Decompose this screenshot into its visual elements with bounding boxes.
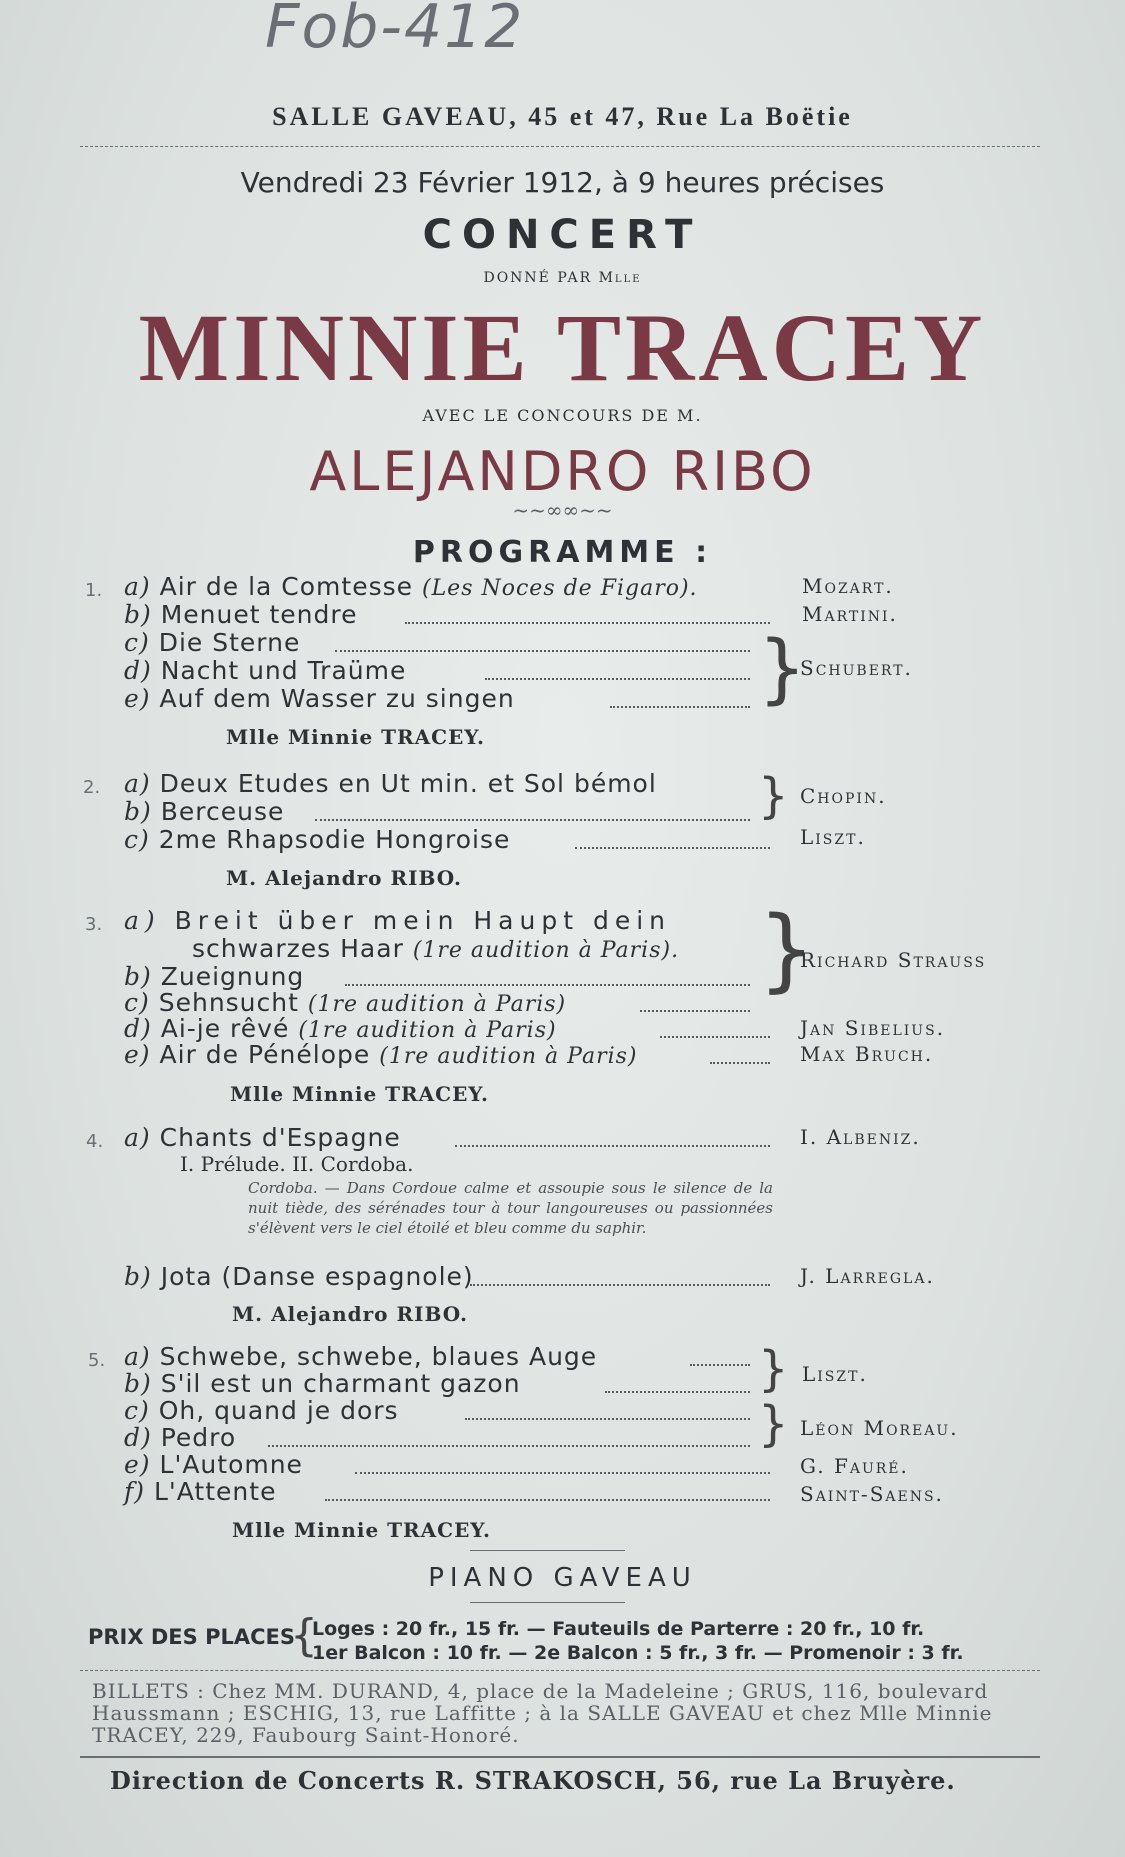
programme-item — [124, 1262, 474, 1291]
programme-item — [124, 1369, 521, 1398]
given-by-line: DONNÉ PAR Mlle — [483, 270, 642, 286]
section-number: 3. — [85, 914, 103, 935]
item-note: (1re audition à Paris). — [412, 938, 680, 963]
item-title: Air de la Comtesse — [159, 572, 414, 601]
leader-dots — [640, 1010, 750, 1012]
grouping-brace: } — [758, 1396, 789, 1452]
item-title: Chants d'Espagne — [159, 1123, 401, 1152]
item-letter: b) — [124, 797, 152, 826]
main-artist-name: MINNIE TRACEY — [138, 294, 987, 401]
composer-name: Mozart. — [802, 574, 894, 598]
prices-line-1: Loges : 20 fr., 15 fr. — Fauteuils de Parterre : 20 fr., 10 fr. — [312, 1618, 925, 1640]
programme-item — [124, 962, 304, 991]
leader-dots — [268, 1445, 750, 1447]
item-title: Zueignung — [160, 962, 305, 991]
grouping-brace: } — [758, 768, 789, 824]
composer-name: Richard Strauss — [800, 948, 987, 972]
header-divider — [80, 146, 1040, 147]
item-note: (1re audition à Paris) — [307, 992, 567, 1017]
programme-item — [124, 628, 300, 657]
programme-item — [124, 769, 657, 798]
performer-credit: Mlle Minnie TRACEY. — [226, 725, 485, 749]
composer-name: Martini. — [802, 602, 898, 626]
programme-item — [124, 797, 284, 826]
leader-dots — [485, 678, 750, 680]
leader-dots — [470, 1284, 770, 1286]
item-title: Menuet tendre — [160, 600, 358, 629]
item-title: Ai-je rêvé — [160, 1014, 290, 1043]
item-letter: c) — [124, 988, 150, 1017]
programme-item — [124, 1123, 401, 1152]
item-letter: c) — [124, 825, 150, 854]
leader-dots — [660, 1036, 770, 1038]
item-letter: c) — [124, 628, 150, 657]
item-title: schwarzes Haar — [192, 934, 404, 963]
leader-dots — [605, 1391, 750, 1393]
leader-dots — [465, 1418, 750, 1420]
guest-artist-name: ALEJANDRO RIBO — [309, 440, 816, 503]
section-number: 2. — [83, 777, 101, 798]
leader-dots — [335, 650, 750, 652]
footer-divider — [470, 1602, 625, 1603]
footer-divider — [470, 1550, 625, 1551]
section-number: 4. — [86, 1131, 104, 1152]
item-letter: d) — [124, 1014, 152, 1043]
item-letter: b) — [124, 962, 152, 991]
item-letter: d) — [124, 656, 152, 685]
programme-item — [124, 1423, 236, 1452]
leader-dots — [345, 984, 750, 986]
item-letter: a) — [124, 906, 161, 935]
programme-title: PROGRAMME : — [412, 535, 713, 570]
composer-name: Liszt. — [800, 825, 866, 849]
prices-label: PRIX DES PLACES — [88, 1625, 295, 1649]
programme-item — [124, 1014, 557, 1043]
piece-subtitle: I. Prélude. II. Cordoba. — [180, 1152, 414, 1176]
composer-name: Léon Moreau. — [800, 1416, 959, 1440]
programme-item — [124, 1342, 597, 1371]
item-title: Air de Pénélope — [159, 1040, 371, 1069]
composer-name: I. Albeniz. — [800, 1125, 921, 1149]
footer-divider — [80, 1670, 1040, 1671]
item-letter: b) — [124, 1369, 152, 1398]
footer-divider — [80, 1756, 1040, 1758]
item-letter: b) — [124, 600, 152, 629]
item-title: L'Automne — [159, 1450, 303, 1479]
section-number: 1. — [85, 580, 103, 601]
item-letter: a) — [124, 1123, 151, 1152]
piano-sponsor: PIANO GAVEAU — [428, 1563, 697, 1593]
item-letter: a) — [124, 1342, 151, 1371]
item-letter: f) — [124, 1477, 146, 1506]
leader-dots — [455, 1145, 770, 1147]
leader-dots — [405, 622, 770, 624]
programme-item — [124, 684, 515, 713]
prices-line-2: 1er Balcon : 10 fr. — 2e Balcon : 5 fr., 3 fr. — Promenoir : 3 fr. — [312, 1642, 964, 1664]
composer-name: Jan Sibelius. — [800, 1016, 946, 1040]
programme-item — [124, 600, 358, 629]
item-letter: e) — [124, 1450, 151, 1479]
grouping-brace: } — [758, 897, 816, 1002]
performer-credit: Mlle Minnie TRACEY. — [232, 1518, 491, 1542]
programme-item — [124, 988, 566, 1017]
leader-dots — [710, 1062, 770, 1064]
leader-dots — [315, 819, 750, 821]
item-note: (Les Noces de Figaro). — [421, 576, 698, 601]
item-note: (1re audition à Paris) — [379, 1044, 638, 1069]
event-title: CONCERT — [422, 212, 703, 258]
section-number: 5. — [88, 1350, 106, 1371]
programme-item — [124, 1477, 276, 1506]
item-note: (1re audition à Paris) — [298, 1018, 557, 1043]
item-title: Auf dem Wasser zu singen — [159, 684, 515, 713]
composer-name: G. Fauré. — [800, 1454, 909, 1478]
grouping-brace: } — [758, 1341, 789, 1397]
leader-dots — [355, 1472, 770, 1474]
item-letter: a) — [124, 572, 151, 601]
programme-item — [124, 825, 510, 854]
ornament-divider: ~~∞∞~~ — [512, 498, 613, 522]
item-letter: c) — [124, 1396, 150, 1425]
item-title: S'il est un charmant gazon — [160, 1369, 521, 1398]
item-letter: a) — [124, 769, 151, 798]
piece-description: Cordoba. — Dans Cordoue calme et assoupie sous le silence de la nuit tiède, des sérénades tour à tour langoureuses ou passionnées s'élèvent vers le ciel étoilé et bleu comme du saphir. — [248, 1179, 773, 1237]
leader-dots — [325, 1499, 770, 1501]
programme-item — [124, 656, 406, 685]
composer-name: Schubert. — [800, 656, 913, 680]
composer-name: J. Larregla. — [800, 1264, 935, 1288]
item-title: Nacht und Traüme — [160, 656, 407, 685]
programme-item — [124, 1450, 303, 1479]
composer-name: Max Bruch. — [800, 1042, 934, 1066]
performer-credit: M. Alejandro RIBO. — [226, 866, 462, 890]
grouping-brace: } — [758, 623, 807, 712]
tickets-info: BILLETS : Chez MM. DURAND, 4, place de la Madeleine ; GRUS, 116, boulevard Haussmann ; ESCHIG, 13, rue Laffitte ; à la SALLE GAVEAU et chez Mlle Minnie TRACEY, 229, Faubourg Saint-Honoré. — [92, 1679, 993, 1747]
composer-name: Saint-Saens. — [800, 1482, 944, 1506]
item-title: Berceuse — [160, 797, 285, 826]
item-title: Breit über mein Haupt dein — [174, 906, 671, 935]
leader-dots — [575, 847, 770, 849]
performer-credit: M. Alejandro RIBO. — [232, 1302, 468, 1326]
programme-item — [124, 572, 698, 601]
with-line: AVEC LE CONCOURS DE M. — [422, 406, 703, 425]
composer-name: Liszt. — [802, 1362, 868, 1386]
programme-item — [124, 906, 671, 935]
item-title: Die Sterne — [158, 628, 301, 657]
prices-brace: { — [290, 1610, 318, 1661]
concert-direction: Direction de Concerts R. STRAKOSCH, 56, rue La Bruyère. — [110, 1766, 956, 1795]
item-letter: b) — [124, 1262, 152, 1291]
programme-item — [124, 1040, 638, 1069]
item-letter: e) — [124, 1040, 151, 1069]
item-title: 2me Rhapsodie Hongroise — [158, 825, 511, 854]
venue-line: SALLE GAVEAU, 45 et 47, Rue La Boëtie — [272, 102, 853, 131]
item-letter: d) — [124, 1423, 152, 1452]
item-title: Jota — [160, 1262, 213, 1291]
date-line: Vendredi 23 Février 1912, à 9 heures précises — [240, 166, 885, 199]
item-note: (Danse espagnole) — [221, 1262, 474, 1291]
handwritten-catalog-number: Fob-412 — [265, 0, 525, 62]
item-title: Pedro — [160, 1423, 237, 1452]
item-title: L'Attente — [153, 1477, 277, 1506]
composer-name: Chopin. — [800, 784, 887, 808]
programme-item — [192, 934, 679, 963]
item-letter: e) — [124, 684, 151, 713]
performer-credit: Mlle Minnie TRACEY. — [230, 1082, 489, 1106]
leader-dots — [610, 706, 750, 708]
programme-item — [124, 1396, 399, 1425]
item-title: Oh, quand je dors — [158, 1396, 399, 1425]
item-title: Sehnsucht — [158, 988, 299, 1017]
item-title: Deux Etudes en Ut min. et Sol bémol — [159, 769, 657, 798]
item-title: Schwebe, schwebe, blaues Auge — [159, 1342, 598, 1371]
leader-dots — [690, 1364, 750, 1366]
